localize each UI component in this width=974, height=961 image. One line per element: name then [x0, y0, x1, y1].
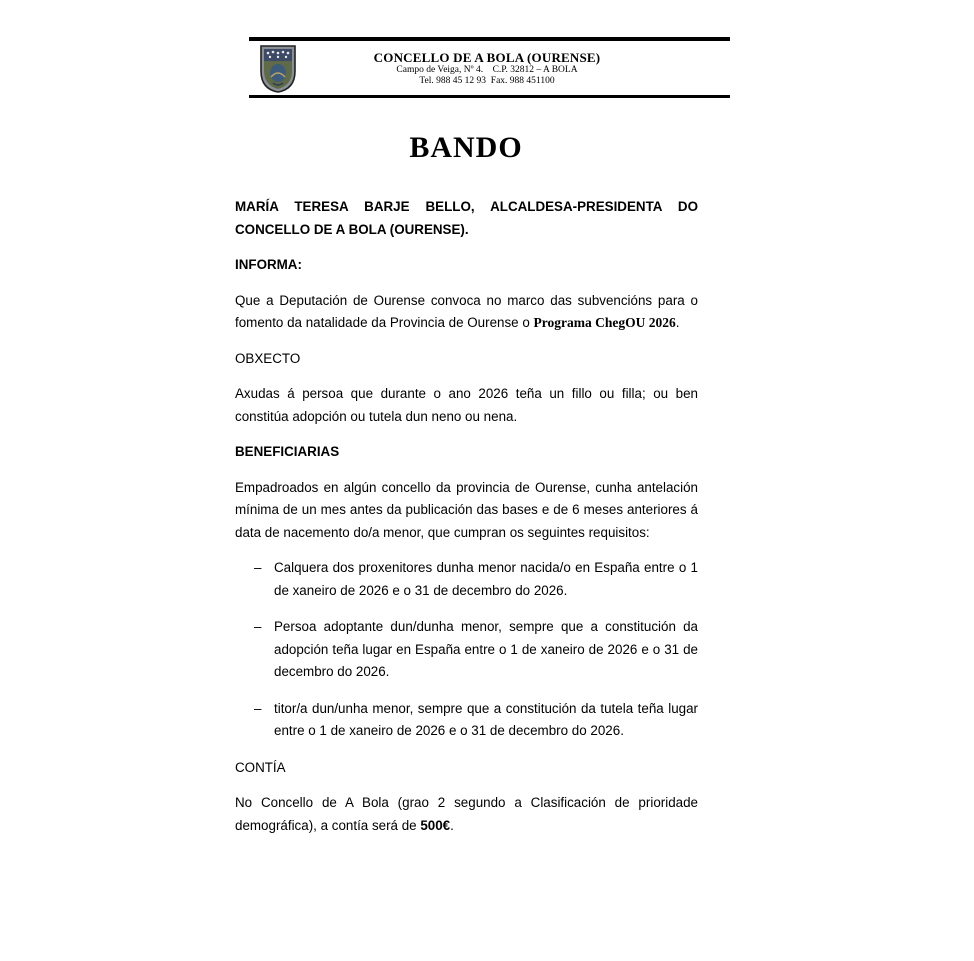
requirement-text: Calquera dos proxenitores dunha menor nacida/o en España entre o 1 de xaneiro de 2026 e o 31 de decembro do 2026.	[274, 560, 698, 598]
bullet-dash: –	[254, 700, 262, 716]
letterhead-bottom-rule	[249, 95, 730, 98]
informa-text: Que a Deputación de Ourense convoca no marco das subvencións para o fomento da natalidade da Provincia de Ourense o	[235, 292, 698, 330]
requirement-item	[235, 698, 698, 743]
contia-paragraph	[235, 792, 698, 837]
beneficiarias-heading: BENEFICIARIAS	[235, 444, 340, 459]
obxecto-heading: OBXECTO	[235, 350, 301, 366]
contia-end: .	[450, 817, 454, 833]
bullet-dash: –	[254, 619, 262, 634]
document-title: BANDO	[409, 131, 523, 164]
contia-heading: CONTÍA	[235, 759, 286, 775]
informa-heading: INFORMA:	[235, 257, 302, 272]
bullet-dash: –	[254, 560, 262, 575]
mayor-header: MARÍA TERESA BARJE BELLO, ALCALDESA-PRESIDENTA DO CONCELLO DE A BOLA (OURENSE).	[235, 199, 698, 237]
letterhead-text	[357, 50, 617, 87]
requirement-text: titor/a dun/unha menor, sempre que a constitución da tutela teña lugar entre o 1 de xaneiro de 2026 e o 31 de decembro do 2026.	[274, 700, 698, 738]
council-phone: Tel. 988 45 12 93 Fax. 988 451100	[419, 76, 555, 86]
contia-text: No Concello de A Bola (grao 2 segundo a Clasificación de prioridade demográfica), a contía será de	[235, 795, 698, 833]
obxecto-paragraph: Axudas á persoa que durante o ano 2026 teña un fillo ou filla; ou ben constitúa adopción ou tutela dun neno ou nena.	[235, 386, 698, 424]
council-address: Campo de Veiga, Nº 4. C.P. 32812 – A BOLA	[396, 65, 578, 75]
requirements-list	[235, 557, 698, 743]
beneficiarias-paragraph: Empadroados en algún concello da provincia de Ourense, cunha antelación mínima de un mes antes da publicación das bases e de 6 meses anteriores á data de nacemento do/a menor, que cumpran os seguintes requisitos:	[235, 479, 698, 540]
informa-end: .	[675, 315, 680, 330]
programme-name: Programa ChegOU 2026	[533, 315, 676, 330]
document-body	[235, 196, 698, 837]
council-name: CONCELLO DE A BOLA (OURENSE)	[373, 50, 601, 65]
informa-paragraph	[235, 290, 698, 335]
letterhead-top-rule	[249, 37, 730, 41]
letterhead	[249, 37, 730, 100]
requirement-text: Persoa adoptante dun/dunha menor, sempre que a constitución da adopción teña lugar en España entre o 1 de xaneiro de 2026 e o 31 de decembro do 2026.	[274, 619, 698, 679]
requirement-item	[235, 557, 698, 602]
municipal-seal-icon	[259, 43, 297, 93]
contia-amount: 500€	[420, 817, 451, 833]
requirement-item	[235, 616, 698, 684]
